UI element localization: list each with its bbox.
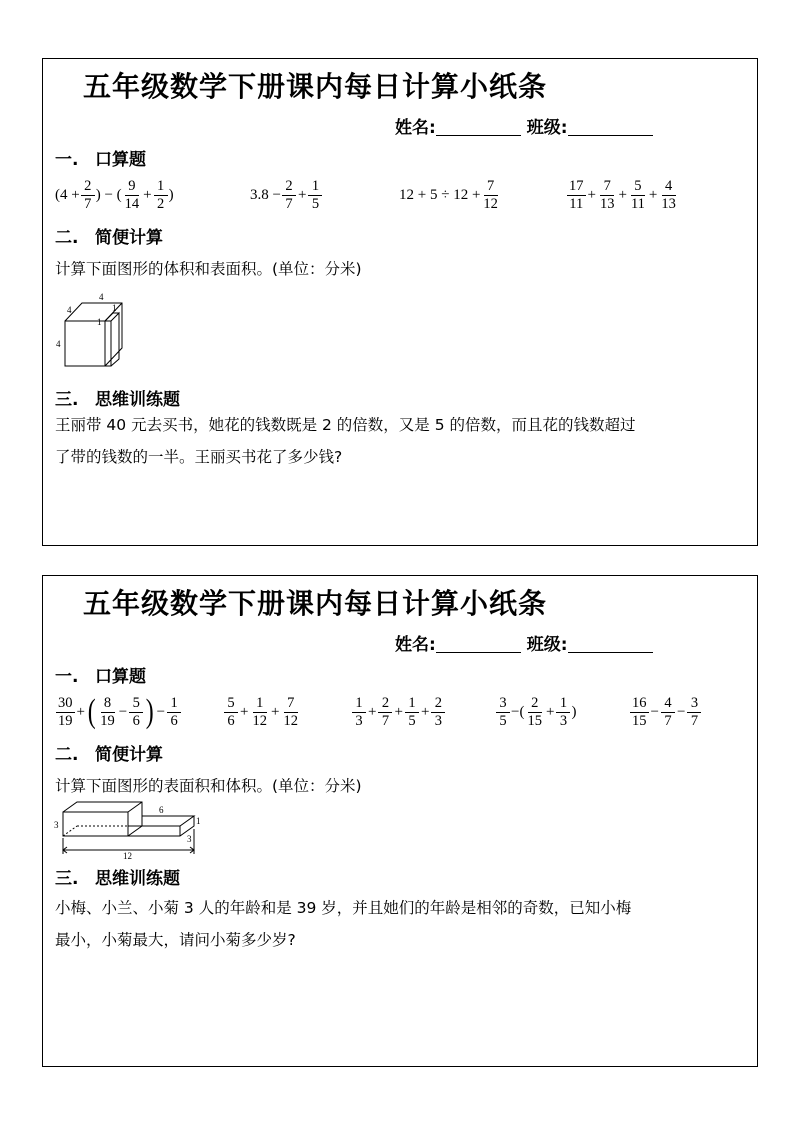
name-class-row (395, 113, 653, 138)
operator: + (648, 186, 658, 203)
operator: + (76, 703, 85, 720)
name-label: 姓名: (395, 635, 436, 655)
expr-text: −( (511, 703, 525, 720)
expr-text: ) (571, 703, 577, 720)
expr-text: ) (168, 186, 174, 203)
operator: − (650, 703, 659, 720)
instruction-text: 计算下面图形的体积和表面积。(单位：分米) (55, 260, 362, 278)
fraction: $\frac{2}{7}$ (81, 178, 95, 213)
fraction: $\frac{2}{3}$ (431, 695, 445, 730)
dim-label-depth: 3 (187, 834, 192, 844)
fraction: $\frac{3}{5}$ (496, 695, 510, 730)
section-2-heading (55, 223, 163, 248)
name-label: 姓名: (395, 118, 436, 138)
section-number: 三. (55, 869, 79, 889)
section-3-heading (55, 864, 180, 889)
fraction: $\frac{1}{3}$ (556, 695, 570, 730)
section-1-heading (55, 662, 146, 687)
operator: + (270, 703, 280, 720)
block-front-face (63, 812, 128, 836)
fraction: $\frac{8}{19}$ (100, 694, 115, 729)
word-problem-line-1: 王丽带 40 元去买书，她花的钱数既是 2 的倍数，又是 5 的倍数，而且花的钱数超过 (55, 416, 636, 434)
fraction: $\frac{17}{11}$ (569, 177, 584, 212)
class-label: 班级: (526, 635, 568, 655)
fraction: $\frac{2}{7}$ (282, 178, 296, 213)
close-paren: ) (145, 693, 154, 730)
fraction: $\frac{1}{12}$ (252, 694, 267, 729)
class-blank[interactable] (568, 636, 653, 653)
block-front-face (65, 321, 105, 366)
operator: − (676, 703, 686, 720)
oral-problem-2 (250, 171, 323, 219)
operator: − (118, 703, 128, 720)
oral-problem-2 (223, 688, 301, 736)
oral-problem-4 (495, 688, 576, 736)
name-blank[interactable] (436, 636, 521, 653)
dim-label-top: 4 (99, 292, 104, 302)
fraction: $\frac{7}{13}$ (599, 177, 615, 212)
dim-label-height: 4 (56, 339, 61, 349)
fraction: $\frac{2}{7}$ (378, 695, 392, 730)
name-blank[interactable] (436, 119, 521, 136)
expr-text: 12 + 5 ÷ 12 + (399, 186, 481, 203)
operator: + (394, 703, 403, 720)
fraction: $\frac{1}{2}$ (154, 178, 168, 213)
oral-problems-row (55, 171, 749, 219)
word-problem-line-2: 了带的钱数的一半。王丽买书花了多少钱? (55, 448, 343, 466)
fraction: $\frac{30}{19}$ (58, 694, 73, 729)
instruction-text: 计算下面图形的表面积和体积。(单位：分米) (55, 777, 362, 795)
section-number: 二. (55, 228, 79, 248)
word-problem-line-1: 小梅、小兰、小菊 3 人的年龄和是 39 岁，并且她们的年龄是相邻的奇数，已知小梅 (55, 899, 632, 917)
section-1-heading (55, 145, 146, 170)
fraction: $\frac{5}{11}$ (630, 177, 645, 212)
operator: + (587, 186, 596, 203)
section-3-heading (55, 385, 180, 410)
operator: + (368, 703, 377, 720)
fraction: $\frac{5}{6}$ (129, 695, 143, 730)
oral-problems-row (55, 688, 749, 736)
oral-problem-1 (55, 688, 182, 736)
operator: + (545, 703, 555, 720)
oral-problem-3 (351, 688, 446, 736)
oral-problem-5 (629, 688, 702, 736)
fraction: $\frac{5}{6}$ (224, 695, 238, 730)
operator: + (420, 703, 430, 720)
dim-label-left-top: 4 (67, 305, 72, 315)
section-title: 思维训练题 (95, 869, 180, 889)
open-paren: ( (87, 693, 96, 730)
fraction: $\frac{9}{14}$ (124, 177, 140, 212)
section-2-heading (55, 740, 163, 765)
fraction: $\frac{1}{5}$ (405, 695, 419, 730)
section-number: 三. (55, 390, 79, 410)
fraction: $\frac{7}{12}$ (483, 177, 498, 212)
fraction: $\frac{4}{7}$ (661, 695, 675, 730)
section-number: 一. (55, 667, 79, 687)
expr-text: ) − ( (95, 186, 122, 203)
section-title: 思维训练题 (95, 390, 180, 410)
section-number: 一. (55, 150, 79, 170)
section-title: 简便计算 (95, 228, 163, 248)
fraction: $\frac{2}{15}$ (527, 694, 542, 729)
operator: + (240, 703, 249, 720)
fraction: $\frac{3}{7}$ (687, 695, 701, 730)
calc-slip-card-1 (42, 58, 758, 546)
oral-problem-4 (566, 171, 679, 219)
fraction: $\frac{1}{6}$ (167, 695, 181, 730)
slip-title: 五年级数学下册课内每日计算小纸条 (83, 70, 548, 103)
section-title: 简便计算 (95, 745, 163, 765)
oral-problem-1 (55, 171, 174, 219)
operator: + (143, 186, 152, 203)
fraction: $\frac{1}{3}$ (352, 695, 366, 730)
dim-label-width: 12 (123, 851, 132, 861)
dim-label-top: 6 (159, 805, 164, 815)
fraction: $\frac{4}{13}$ (661, 177, 676, 212)
operator: + (297, 186, 307, 203)
slip-title: 五年级数学下册课内每日计算小纸条 (83, 587, 548, 620)
solid-figure-1 (55, 281, 155, 371)
oral-problem-3 (399, 171, 501, 219)
word-problem-line-2: 最小，小菊最大，请问小菊多少岁? (55, 931, 296, 949)
section-number: 二. (55, 745, 79, 765)
fraction: $\frac{7}{12}$ (283, 694, 298, 729)
section-title: 口算题 (95, 667, 146, 687)
dim-label-mid-1: 1 (97, 317, 102, 327)
expr-text: 3.8 − (250, 186, 281, 203)
expr-text: (4 + (55, 186, 80, 203)
name-class-row (395, 630, 653, 655)
calc-slip-card-2 (42, 575, 758, 1067)
fraction: $\frac{1}{5}$ (308, 178, 322, 213)
class-blank[interactable] (568, 119, 653, 136)
solid-figure-2 (53, 798, 203, 862)
dim-label-height: 3 (54, 820, 59, 830)
class-label: 班级: (526, 118, 568, 138)
section-title: 口算题 (95, 150, 146, 170)
dim-label-mid-2: 1 (112, 303, 117, 313)
operator: + (618, 186, 627, 203)
dim-label-right: 1 (196, 816, 201, 826)
operator: − (156, 703, 166, 720)
fraction: $\frac{16}{15}$ (632, 694, 647, 729)
